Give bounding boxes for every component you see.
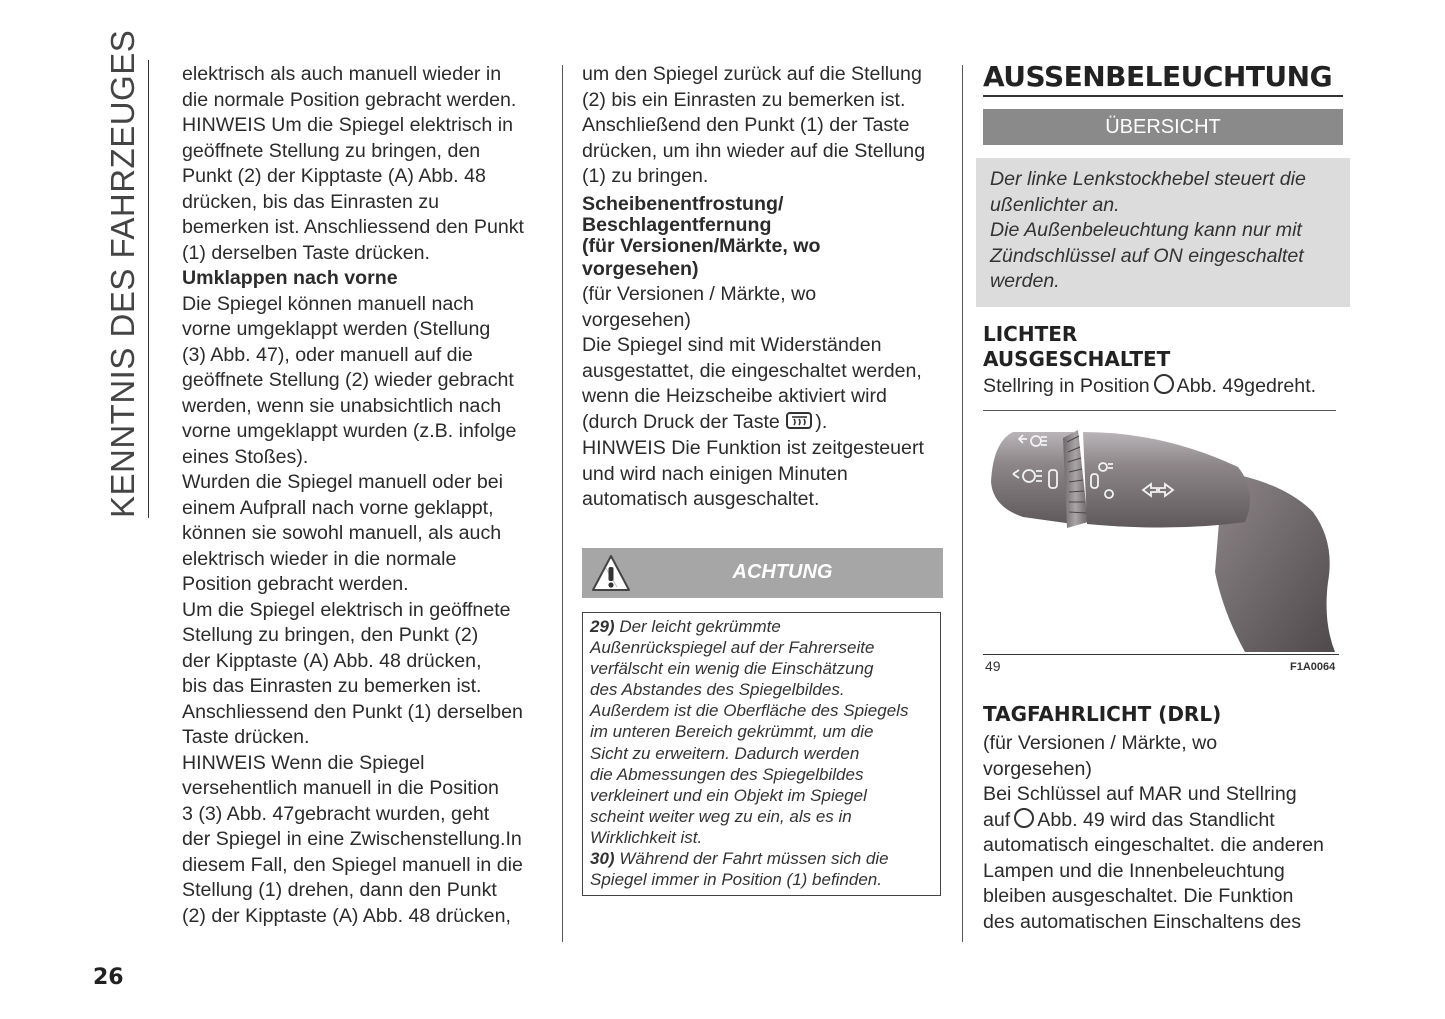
text-line: Position gebracht werden. — [182, 573, 409, 595]
intro-line: Die Außenbeleuchtung kann nur mit — [990, 219, 1302, 241]
column-3-lower — [983, 702, 1345, 935]
text-line: wenn die Heizscheibe aktiviert wird — [582, 385, 887, 407]
text-line: (3) Abb. 47), oder manuell auf die — [182, 343, 473, 366]
text-line: (2) bis ein Einrasten zu bemerken ist. — [582, 88, 906, 111]
text-line: drücken, um ihn wieder auf die Stellung — [582, 139, 926, 162]
warning-label: ACHTUNG — [732, 561, 833, 583]
text-line: Taste drücken. — [182, 726, 310, 748]
column-divider — [562, 65, 563, 942]
text-line: 3 (3) Abb. 47gebracht wurden, geht — [182, 802, 490, 825]
stellring-line: Stellring in Position Abb. 49gedreht. — [983, 375, 1317, 397]
subsection-bar: ÜBERSICHT — [983, 109, 1343, 145]
note-30: 30) Während der Fahrt müssen sich die Spiegel immer in Position (1) befinden. — [590, 849, 889, 890]
note-line: Während der Fahrt müssen sich die — [619, 849, 889, 869]
text-line: (für Versionen / Märkte, wo — [983, 732, 1218, 754]
off-position-icon — [1014, 808, 1034, 828]
note-line: Außenrückspiegel auf der Fahrerseite — [590, 638, 875, 658]
section-heading: AUSSENBELEUCHTUNG — [983, 60, 1343, 97]
note-line: des Abstandes des Spiegelbildes. — [590, 680, 845, 700]
off-position-icon — [1154, 374, 1174, 394]
chapter-title-text: KENNTNIS DES FAHRZEUGES — [104, 29, 141, 518]
column-divider — [962, 65, 963, 942]
text-line: diesem Fall, den Spiegel manuell in die — [182, 853, 523, 876]
text-line: (1) derselben Taste drücken. — [182, 241, 430, 264]
note-line: verfälscht ein wenig die Einschätzung — [590, 659, 874, 679]
text-line: Punkt (2) der Kipptaste (A) Abb. 48 — [182, 165, 486, 187]
col1-paragraph-a — [182, 62, 550, 266]
heading-line: Beschlagentfernung — [582, 213, 772, 236]
text-line: der Kipptaste (A) Abb. 48 drücken, — [182, 649, 482, 672]
intro-line: ußenlichter an. — [990, 193, 1120, 216]
note-line: scheint weiter weg zu ein, als es in — [590, 806, 852, 826]
text-line: Wurden die Spiegel manuell oder bei — [182, 471, 503, 493]
text-line: Lampen und die Innenbeleuchtung — [983, 859, 1285, 882]
taste-end: ). — [815, 410, 828, 433]
note-line: Wirklichkeit ist. — [590, 827, 703, 847]
text-line: Anschließend den Punkt (1) der Taste — [582, 114, 910, 136]
column-2 — [582, 62, 944, 513]
heading-umklappen: Umklappen nach vorne — [182, 267, 398, 289]
col2-paragraph-a — [582, 62, 944, 190]
text-line: um den Spiegel zurück auf die Stellung — [582, 63, 922, 85]
taste-line — [582, 410, 944, 436]
text-line: vorne umgeklappt werden (Stellung — [182, 318, 491, 340]
text-line: geöffnete Stellung zu bringen, den — [182, 139, 481, 162]
text-line: die normale Position gebracht werden. — [182, 88, 517, 111]
col2-paragraph-b — [582, 282, 944, 410]
text-line: einem Aufprall nach vorne geklappt, — [182, 496, 494, 519]
text-line: Stellung (1) drehen, dann den Punkt — [182, 879, 497, 901]
text-line: Stellung zu bringen, den Punkt (2) — [182, 624, 479, 646]
text-line: der Spiegel in eine Zwischenstellung.In — [182, 828, 522, 850]
text-line: Bei Schlüssel auf MAR und Stellring — [983, 783, 1297, 805]
warning-notes — [582, 612, 941, 896]
intro-line: werden. — [990, 270, 1060, 292]
text-line: werden, wenn sie unabsichtlich nach — [182, 394, 502, 417]
text-line: und wird nach einigen Minuten — [582, 462, 848, 485]
drl-paragraph-a — [983, 731, 1345, 808]
figure-top-rule — [983, 410, 1336, 411]
heading-last-line: vorgesehen) — [582, 257, 699, 280]
note-line: Sicht zu erweitern. Dadurch werden — [590, 743, 860, 763]
note-line: verkleinert und ein Objekt im Spiegel — [590, 785, 867, 805]
intro-line: Der linke Lenkstockhebel steuert die — [990, 168, 1306, 190]
intro-line: Zündschlüssel auf ON eingeschaltet — [990, 244, 1304, 267]
note-line: die Abmessungen des Spiegelbildes — [590, 764, 864, 784]
note-29: 29) Der leicht gekrümmte Außenrückspiegel auf der Fahrerseite verfälscht ein wenig die Einschätzung des Abstandes des Spiegelbildes. Außerdem ist die Oberfläche des Spiegels im unteren Bereich gekrümmt, um die Sicht zu erweitern. Dadurch werden die Abmessungen des Spiegelbildes verkleinert und ein Objekt im Spiegel scheint weiter weg zu ein, als es in Wirklichkeit ist. — [590, 617, 909, 847]
text-line: Um die Spiegel elektrisch in geöffnete — [182, 598, 511, 621]
col1-paragraph-b — [182, 292, 550, 930]
text-line: Die Spiegel können manuell nach — [182, 292, 474, 315]
light-stalk-figure — [983, 412, 1339, 675]
text-line: vorgesehen) — [582, 308, 691, 331]
heading-scheibenentfrostung — [582, 194, 944, 283]
warning-header — [582, 548, 943, 598]
taste-text: (durch Druck der Taste — [582, 410, 780, 433]
text-line: (2) der Kipptaste (A) Abb. 48 drücken, — [182, 904, 511, 927]
column-1 — [182, 62, 550, 929]
text-line: elektrisch als auch manuell wieder in — [182, 63, 502, 85]
figure-code: F1A0064 — [1290, 661, 1336, 673]
figure-number: 49 — [985, 658, 1001, 674]
text-line: automatisch eingeschaltet. die anderen — [983, 834, 1324, 856]
text-line: bis das Einrasten zu bemerken ist. — [182, 675, 482, 697]
note-line: Außerdem ist die Oberfläche des Spiegels — [590, 701, 909, 721]
text-line: vorgesehen) — [983, 757, 1092, 780]
chapter-side-title — [100, 29, 149, 518]
col2-paragraph-c — [582, 436, 944, 513]
intro-box — [976, 158, 1350, 307]
column-3-upper — [983, 322, 1345, 400]
heading-drl: TAGFAHRLICHT (DRL) — [983, 702, 1222, 726]
text-line: Anschliessend den Punkt (1) derselben — [182, 700, 523, 723]
heading-lichter: LICHTER — [983, 322, 1078, 346]
note-line: im unteren Bereich gekrümmt, um die — [590, 722, 874, 742]
text-line: eines Stoßes). — [182, 445, 309, 468]
text-line: ausgestattet, die eingeschaltet werden, — [582, 359, 922, 382]
text-line: HINWEIS Um die Spiegel elektrisch in — [182, 114, 514, 136]
note-line: Der leicht gekrümmte — [619, 617, 781, 636]
figure-bottom-rule — [983, 654, 1339, 655]
drl-auf-line: auf Abb. 49 wird das Standlicht — [983, 808, 1275, 831]
text-line: (für Versionen / Märkte, wo — [582, 283, 817, 305]
text-line: versehentlich manuell in die Position — [182, 777, 499, 799]
text-line: bleiben ausgeschaltet. Die Funktion — [983, 885, 1294, 907]
text-line: HINWEIS Die Funktion ist zeitgesteuert — [582, 437, 924, 459]
heading-line: Scheibenentfrostung/ — [582, 192, 784, 215]
text-line: Die Spiegel sind mit Widerständen — [582, 334, 882, 356]
text-line: elektrisch wieder in die normale — [182, 547, 457, 570]
rear-defrost-icon — [785, 411, 815, 431]
heading-line: (für Versionen/Märkte, wo — [582, 234, 821, 257]
text-line: können sie sowohl manuell, als auch — [182, 522, 502, 544]
drl-paragraph-b — [983, 833, 1345, 935]
text-line: geöffnete Stellung (2) wieder gebracht — [182, 369, 514, 391]
text-line: vorne umgeklappt wurden (z.B. infolge — [182, 420, 517, 442]
text-line: drücken, bis das Einrasten zu — [182, 190, 440, 213]
heading-ausgeschaltet: AUSGESCHALTET — [983, 347, 1171, 371]
text-line: bemerken ist. Anschliessend den Punkt — [182, 216, 525, 238]
note-line: Spiegel immer in Position (1) befinden. — [590, 870, 882, 890]
text-line: des automatischen Einschaltens des — [983, 910, 1302, 933]
text-line: HINWEIS Wenn die Spiegel — [182, 751, 425, 774]
text-line: automatisch ausgeschaltet. — [582, 488, 820, 510]
text-line: (1) zu bringen. — [582, 165, 709, 187]
page-number: 26 — [93, 965, 124, 990]
